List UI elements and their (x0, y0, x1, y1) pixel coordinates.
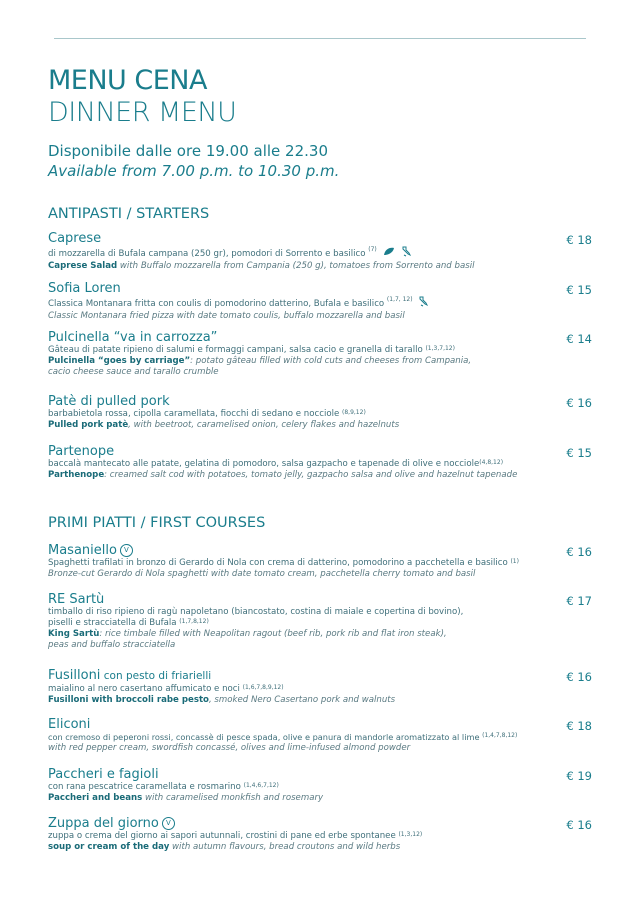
vegetarian-icon: V (120, 544, 133, 557)
item-english: Paccheri and beans with caramelised monkfish and rosemary (48, 793, 324, 803)
item-name: Patè di pulled pork (48, 394, 170, 409)
item-price: € 16 (566, 396, 592, 410)
item-description: timballo di riso ripieno di ragù napoletano (biancostato, costina di maiale e copertina di bovino), (48, 607, 464, 617)
page-subtitle: DINNER MENU (48, 97, 237, 128)
top-divider (54, 38, 586, 39)
italy-map-icon (419, 296, 428, 311)
menu-item (48, 394, 560, 431)
item-english: Bronze-cut Gerardo di Nola spaghetti with date tomato cream, pacchetella cherry tomato and basil (48, 569, 476, 579)
item-english: Parthenope: creamed salt cod with potatoes, tomato jelly, gazpacho salsa and olive and hazelnut tapenade (48, 470, 518, 480)
menu-item (48, 816, 560, 853)
item-description: Spaghetti trafilati in bronzo di Gerardo di Nola con crema di datterino, pomodorino a pacchetella e basilico $^{(1)}$ (48, 558, 519, 568)
page-title: MENU CENA (48, 65, 207, 96)
item-price: € 14 (566, 332, 592, 346)
vegetarian-icon: V (162, 817, 175, 830)
item-price: € 15 (566, 283, 592, 297)
menu-item (48, 668, 560, 706)
item-description: con cremoso di peperoni rossi, concassè di pesce spada, olive e panura di mandorle aromatizzato al lime $^{(1,4,7,8,12)}$ (48, 732, 518, 742)
item-price: € 16 (566, 545, 592, 559)
leaf-icon (383, 247, 395, 260)
item-name: Masaniello V (48, 543, 560, 558)
item-description: Classica Montanara fritta con coulis di pomodorino datterino, Bufala e basilico $^{(1,7, 12)}$ (48, 296, 560, 311)
menu-item (48, 592, 560, 651)
item-english: soup or cream of the day with autumn flavours, bread croutons and wild herbs (48, 842, 401, 852)
item-english: Pulled pork patè, with beetroot, caramelised onion, celery flakes and hazelnuts (48, 420, 400, 430)
item-name: Zuppa del giorno V (48, 816, 560, 831)
section-title-starters: ANTIPASTI / STARTERS (48, 206, 210, 222)
item-english-continued: peas and buffalo stracciatella (48, 640, 176, 650)
menu-item (48, 717, 560, 754)
item-english: Classic Montanara fried pizza with date tomato coulis, buffalo mozzarella and basil (48, 311, 405, 321)
item-name: Caprese (48, 231, 102, 246)
item-name: Eliconi (48, 717, 91, 732)
item-english: Fusilloni with broccoli rabe pesto, smoked Nero Casertano pork and walnuts (48, 695, 396, 705)
item-price: € 15 (566, 446, 592, 460)
item-price: € 18 (566, 233, 592, 247)
item-name: Partenope (48, 444, 115, 459)
item-name: RE Sartù (48, 592, 105, 607)
item-price: € 16 (566, 818, 592, 832)
item-description: zuppa o crema del giorno ai sapori autunnali, crostini di pane ed erbe spontanee $^{(1,3,12)}$ (48, 831, 423, 841)
menu-item (48, 767, 560, 804)
availability-italian: Disponibile dalle ore 19.00 alle 22.30 (48, 142, 328, 160)
item-english: Pulcinella “goes by carriage”: potato gâteau filled with cold cuts and cheeses from Campania, (48, 356, 472, 366)
item-english: King Sartù: rice timbale filled with Neapolitan ragout (beef rib, pork rib and flat iron steak), (48, 629, 447, 639)
item-english-continued: cacio cheese sauce and tarallo crumble (48, 367, 219, 377)
item-description-continued: piselli e stracciatella di Bufala $^{(1,7,8,12)}$ (48, 618, 209, 628)
menu-item (48, 231, 560, 272)
item-price: € 17 (566, 594, 592, 608)
italy-map-icon (402, 246, 411, 261)
availability-english: Available from 7.00 p.m. to 10.30 p.m. (48, 162, 340, 180)
item-name: Sofia Loren (48, 281, 121, 296)
item-description: maialino al nero casertano affumicato e noci $^{(1,6,7,8,9,12)}$ (48, 684, 284, 694)
item-name: Pulcinella “va in carrozza” (48, 330, 218, 345)
item-name: Paccheri e fagioli (48, 767, 159, 782)
item-english: with red pepper cream, swordfish concassé, olives and lime-infused almond powder (48, 743, 411, 753)
section-title-first-courses: PRIMI PIATTI / FIRST COURSES (48, 515, 266, 531)
item-name: Fusilloni con pesto di friarielli (48, 668, 212, 683)
menu-item (48, 543, 560, 580)
item-description: Gâteau di patate ripieno di salumi e formaggi campani, salsa cacio e granella di tarallo $^{(1,3,7,12)}$ (48, 345, 455, 355)
item-english: Caprese Salad with Buffalo mozzarella from Campania (250 g), tomatoes from Sorrento and basil (48, 261, 475, 271)
menu-item (48, 444, 560, 481)
item-description: di mozzarella di Bufala campana (250 gr), pomodori di Sorrento e basilico $^{(7)}$ (48, 246, 560, 261)
item-description: con rana pescatrice caramellata e rosmarino $^{(1,4,6,7,12)}$ (48, 782, 279, 792)
menu-item (48, 330, 560, 378)
item-price: € 16 (566, 670, 592, 684)
menu-item (48, 281, 560, 322)
item-description: barbabietola rossa, cipolla caramellata, fiocchi di sedano e nocciole $^{(8,9,12)}$ (48, 409, 366, 419)
item-price: € 19 (566, 769, 592, 783)
item-description: baccalà mantecato alle patate, gelatina di pomodoro, salsa gazpacho e tapenade di olive e nocciole$^{(4,8,12)}$ (48, 459, 504, 469)
item-price: € 18 (566, 719, 592, 733)
